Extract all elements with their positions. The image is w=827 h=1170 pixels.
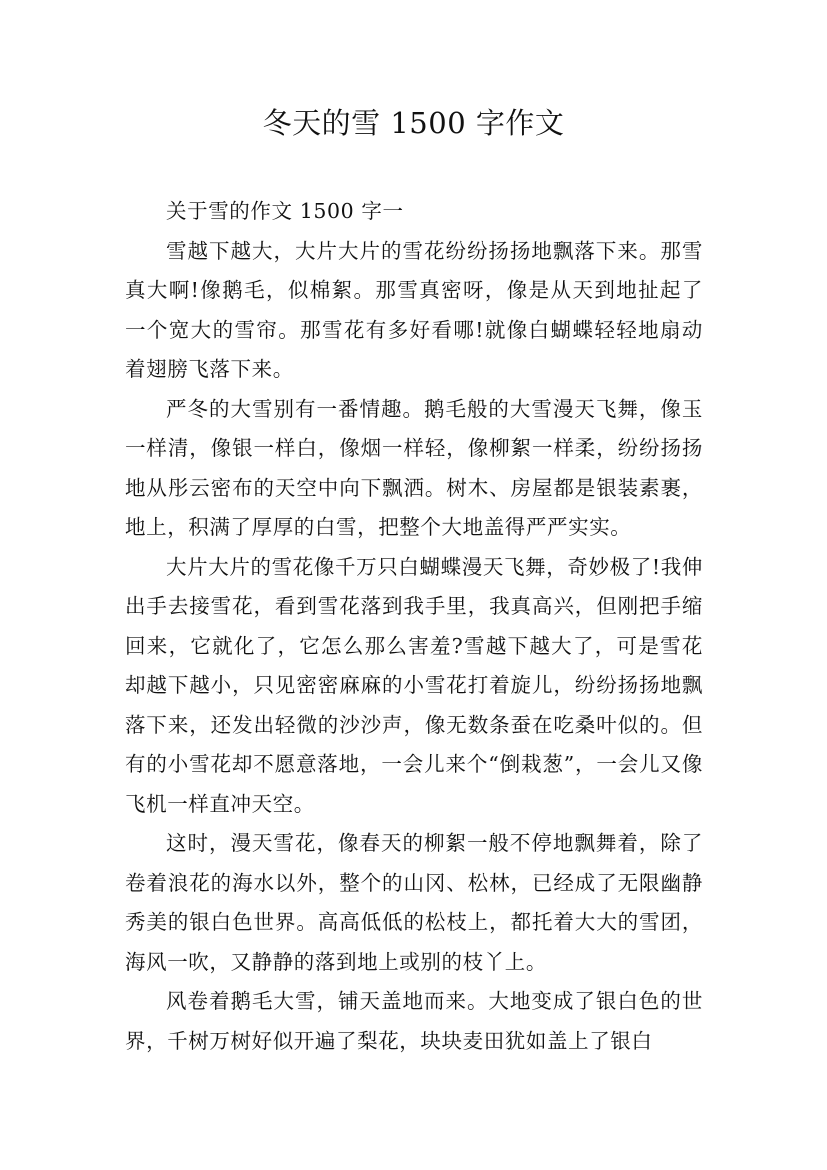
section-heading: 关于雪的作文 1500 字一 <box>166 199 404 223</box>
paragraph: 大片大片的雪花像千万只白蝴蝶漫天飞舞，奇妙极了!我伸出手去接雪花，看到雪花落到我手里，我真高兴，但刚把手缩回来，它就化了，它怎么那么害羞?雪越下越大了，可是雪花却越下越小，只见密密麻麻的小雪花打着旋儿，纷纷扬扬地飘落下来，还发出轻微的沙沙声，像无数条蚕在吃桑叶似的。但有的小雪花却不愿意落地，一会儿来个“倒栽葱”，一会儿又像飞机一样直冲天空。 <box>125 554 703 816</box>
document-body <box>125 192 703 1061</box>
paragraph: 风卷着鹅毛大雪，铺天盖地而来。大地变成了银白色的世界，千树万树好似开遍了梨花，块块麦田犹如盖上了银白 <box>125 989 703 1053</box>
page-title: 冬天的雪 1500 字作文 <box>262 106 565 140</box>
paragraph: 严冬的大雪别有一番情趣。鹅毛般的大雪漫天飞舞，像玉一样清，像银一样白，像烟一样轻，像柳絮一样柔，纷纷扬扬地从彤云密布的天空中向下飘洒。树木、房屋都是银装素裹，地上，积满了厚厚的白雪，把整个大地盖得严严实实。 <box>125 396 703 539</box>
paragraph: 雪越下越大，大片大片的雪花纷纷扬扬地飘落下来。那雪真大啊!像鹅毛，似棉絮。那雪真密呀，像是从天到地扯起了一个宽大的雪帘。那雪花有多好看哪!就像白蝴蝶轻轻地扇动着翅膀飞落下来。 <box>125 238 703 381</box>
paragraph: 这时，漫天雪花，像春天的柳絮一般不停地飘舞着，除了卷着浪花的海水以外，整个的山冈、松林，已经成了无限幽静秀美的银白色世界。高高低低的松枝上，都托着大大的雪团，海风一吹，又静静的落到地上或别的枝丫上。 <box>125 831 703 974</box>
